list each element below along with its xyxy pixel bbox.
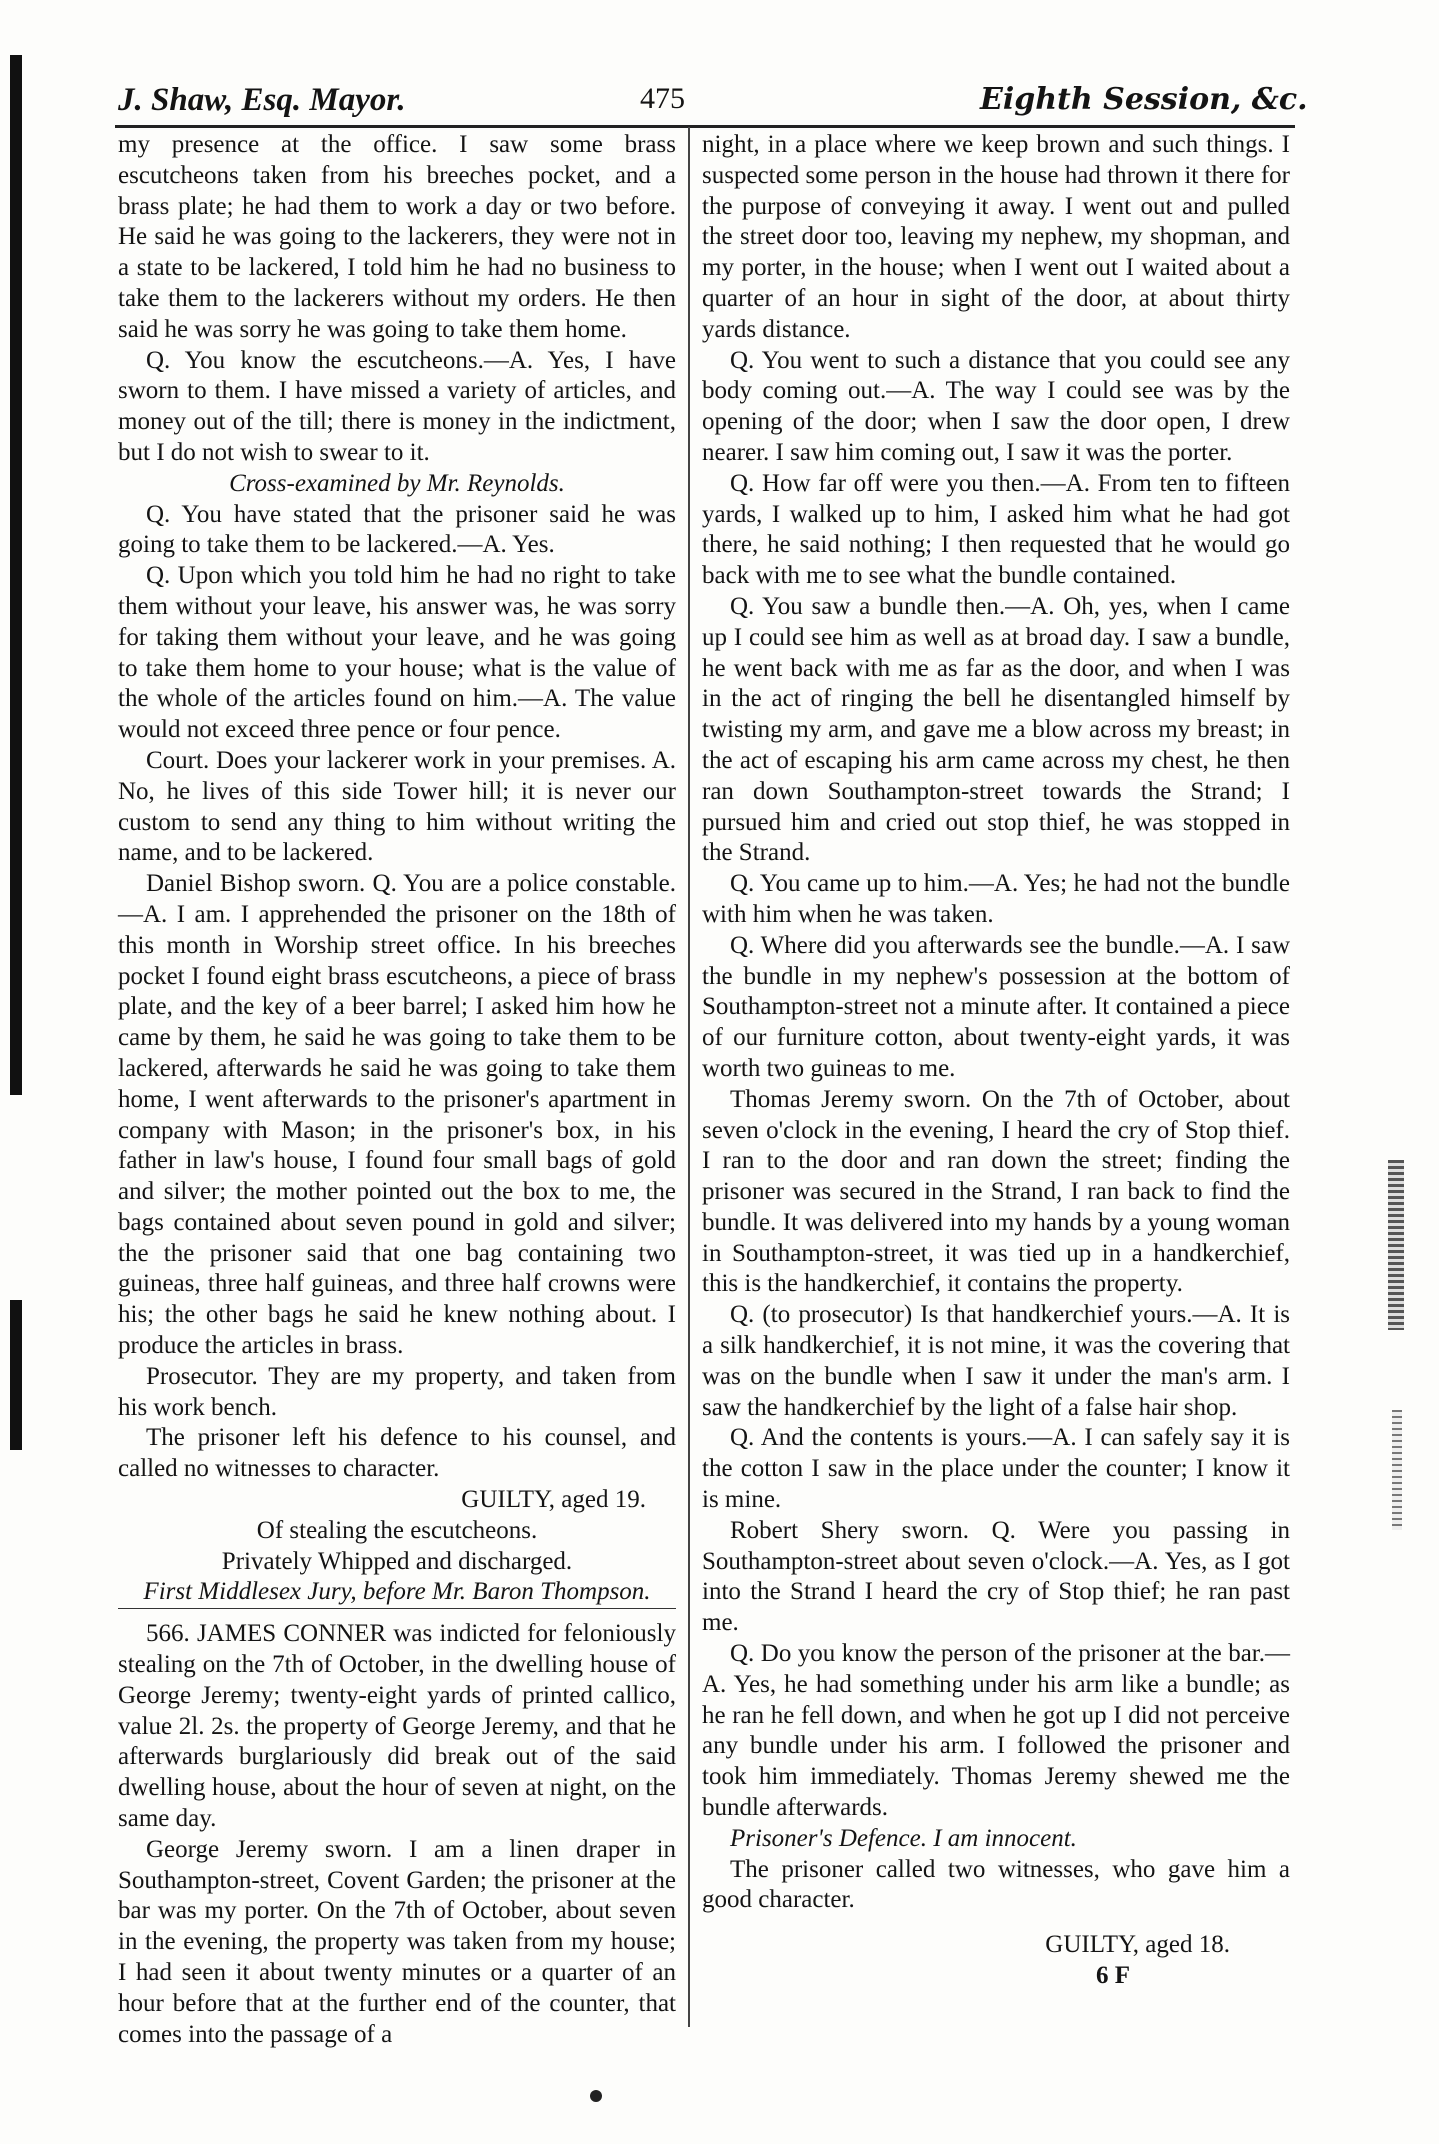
paragraph: The prisoner left his defence to his counsel, and called no witnesses to character.	[118, 1424, 676, 1483]
paragraph: Thomas Jeremy sworn. On the 7th of October, about seven o'clock in the evening, I heard the cry of Stop thief. I ran to the door and ran down the street; finding the prisoner was secured in the Strand, I ran back to find the bundle. It was delivered into my hands by a young woman in Southampton-street, it was tied up in a handkerchief, this is the handkerchief, it contains the property.	[702, 1085, 1290, 1298]
left-column	[118, 130, 676, 2050]
paragraph: Q. Do you know the person of the prisoner at the bar.—A. Yes, he had something under his arm like a bundle; as he ran he fell down, and when he got up I did not perceive any bundle under his arm. I followed the prisoner and took him immediately. Thomas Jeremy shewed me the bundle afterwards.	[702, 1640, 1290, 1822]
paragraph: Q. (to prosecutor) Is that handkerchief yours.—A. It is a silk handkerchief, it is not mine, it was the covering that was on the bundle when I saw it under the man's arm. I saw the handkerchief by the light of a false hair shop.	[702, 1301, 1290, 1421]
paragraph: night, in a place where we keep brown and such things. I suspected some person in the house had thrown it there for the purpose of conveying it away. I went out and pulled the street door too, leaving my nephew, my shopman, and my porter, in the house; when I went out I waited about a quarter of an hour in sight of the door, at about thirty yards distance.	[702, 131, 1290, 343]
paragraph: Q. You have stated that the prisoner said he was going to take them to be lackered.—A. Yes.	[118, 500, 676, 559]
paragraph: Q. You came up to him.—A. Yes; he had not the bundle with him when he was taken.	[702, 870, 1290, 928]
page-number: 475	[640, 82, 685, 115]
paragraph: Court. Does your lackerer work in your premises. A. No, he lives of this side Tower hill; it is never our custom to send any thing to him without writing the name, and to be lackered.	[118, 746, 676, 867]
paragraph: Q. Where did you afterwards see the bundle.—A. I saw the bundle in my nephew's possession at the bottom of Southampton-street not a minute after. It contained a piece of our furniture cotton, about twenty-eight yards, it was worth two guineas to me.	[702, 931, 1290, 1082]
right-column	[702, 130, 1290, 1992]
paragraph: Q. Upon which you told him he had no right to take them without your leave, his answer was, he was sorry for taking them without your leave, and he was going to take them home to your house; what is the value of the whole of the articles found on him.—A. The value would not exceed three pence or four pence.	[118, 562, 676, 744]
paragraph: Robert Shery sworn. Q. Were you passing in Southampton-street about seven o'clock.—A. Yes, as I got into the Strand I heard the cry of Stop thief; he ran past me.	[702, 1516, 1290, 1637]
paragraph: George Jeremy sworn. I am a linen draper in Southampton-street, Covent Garden; the prisoner at the bar was my porter. On the 7th of October, about seven in the evening, the property was taken from my house; I had seen it about twenty minutes or a quarter of an hour before that at the further end of the counter, that comes into the passage of a	[118, 1835, 676, 2048]
paragraph: Prosecutor. They are my property, and taken from his work bench.	[118, 1362, 676, 1421]
paragraph: my presence at the office. I saw some brass escutcheons taken from his breeches pocket, and a brass plate; he had them to work a day or two before. He said he was going to the lackerers, they were not in a state to be lackered, I told him he had no business to take them to the lackerers without my orders. He then said he was sorry he was going to take them home.	[118, 131, 676, 343]
paragraph: Q. And the contents is yours.—A. I can safely say it is the cotton I saw in the place under the counter; I know it is mine.	[702, 1424, 1290, 1514]
scan-edge-artifact	[1392, 1410, 1402, 1530]
verdict: GUILTY, aged 18.	[1045, 1931, 1230, 1959]
sentence: Privately Whipped and discharged.	[221, 1547, 573, 1575]
paragraph: Q. How far off were you then.—A. From ten to fifteen yards, I walked up to him, I asked him what he had got there, he said nothing; I then requested that he would go back with me to see what the bundle contained.	[702, 469, 1290, 590]
verdict-detail: Of stealing the escutcheons.	[256, 1516, 538, 1544]
paragraph: Q. You know the escutcheons.—A. Yes, I have sworn to them. I have missed a variety of articles, and money out of the till; there is money in the indictment, but I do not wish to swear to it.	[118, 346, 676, 466]
header-rule	[115, 125, 1295, 128]
signature-mark: 6 F	[1095, 1962, 1130, 1990]
column-divider	[688, 127, 690, 2027]
paragraph: Q. You saw a bundle then.—A. Oh, yes, when I came up I could see him as well as at broad day. I saw a bundle, he went back with me as far as the door, and when I was in the act of ringing the bell he disentangled himself by twisting my arm, and gave me a blow across my breast; in the act of escaping his arm came across my chest, he then ran down Southampton-street towards the Strand; I pursued him and cried out stop thief, he was stopped in the Strand.	[702, 592, 1290, 867]
case-indictment: 566. JAMES CONNER was indicted for feloniously stealing on the 7th of October, in the dwelling house of George Jeremy; twenty-eight yards of printed callico, value 2l. 2s. the property of George Jeremy, and that he afterwards burglariously did break out of the said dwelling house, about the hour of seven at night, on the same day.	[118, 1620, 676, 1833]
paragraph: Daniel Bishop sworn. Q. You are a police constable.—A. I am. I apprehended the prisoner on the 18th of this month in Worship street office. In his breeches pocket I found eight brass escutcheons, a piece of brass plate, and the key of a beer barrel; I asked him how he came by them, he said he was going to take them to be lackered, afterwards he said he was going to take them home, I went afterwards to the prisoner's apartment in company with Mason; in the prisoner's box, in his father in law's house, I found four small bags of gold and silver; the mother pointed out the box to me, the bags contained about seven pound in gold and silver; the the prisoner said that one bag containing two guineas, three half guineas, and three half crowns were his; the other bags he said he knew nothing about. I produce the articles in brass.	[118, 870, 676, 1360]
running-head-right: Eighth Session, &c.	[980, 82, 1308, 117]
paragraph: The prisoner called two witnesses, who gave him a good character.	[702, 1855, 1290, 1914]
running-head-left: J. Shaw, Esq. Mayor.	[118, 82, 406, 118]
defence-heading: Prisoner's Defence. I am innocent.	[730, 1824, 1077, 1852]
ink-spot	[590, 2090, 602, 2102]
verdict: GUILTY, aged 19.	[461, 1486, 646, 1514]
section-heading: Cross-examined by Mr. Reynolds.	[229, 469, 565, 497]
scan-margin-bar-bottom	[10, 1300, 22, 1450]
paragraph: Q. You went to such a distance that you could see any body coming out.—A. The way I could see was by the opening of the door; when I saw the door open, I drew nearer. I saw him coming out, I saw it was the porter.	[702, 346, 1290, 466]
scan-margin-bar-top	[10, 55, 22, 1095]
scan-edge-artifact	[1388, 1160, 1404, 1330]
jury-heading: First Middlesex Jury, before Mr. Baron Thompson.	[118, 1577, 676, 1609]
